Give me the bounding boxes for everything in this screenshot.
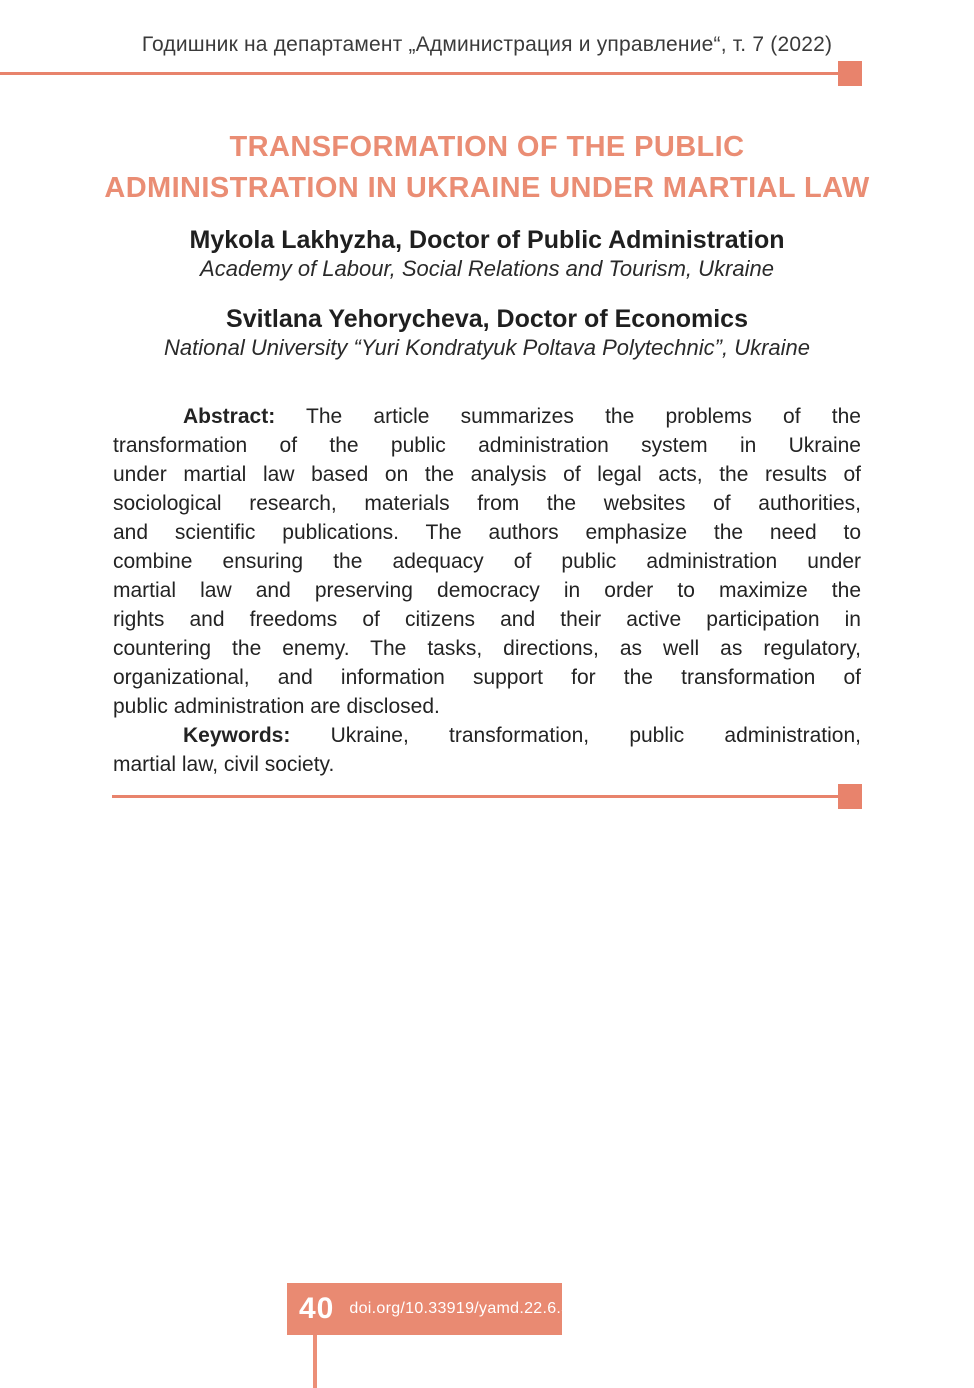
header-rule-end-square (838, 61, 862, 86)
abstract-line: martial law and preserving democracy in order to maximize the (113, 579, 861, 602)
abstract-line: transformation of the public administration system in Ukraine (113, 434, 861, 457)
abstract-section (113, 402, 861, 779)
author-2-affiliation: National University “Yuri Kondratyuk Poltava Polytechnic”, Ukraine (163, 335, 810, 360)
abstract-line: public administration are disclosed. (113, 695, 440, 718)
keywords-first-line-text: Ukraine, transformation, public administration, (330, 724, 861, 747)
article-title (0, 127, 974, 209)
abstract-line: combine ensuring the adequacy of public administration under (113, 550, 861, 573)
author-2 (0, 304, 974, 361)
abstract-line: under martial law based on the analysis of legal acts, the results of (113, 463, 861, 486)
abstract-line: sociological research, materials from the websites of authorities, (113, 492, 861, 515)
author-1-affiliation: Academy of Labour, Social Relations and Tourism, Ukraine (200, 256, 774, 281)
header-rule (0, 72, 838, 75)
abstract-line: and scientific publications. The authors emphasize the need to (113, 521, 861, 544)
footer-tail-line (313, 1335, 317, 1388)
section-divider-end-square (838, 784, 862, 809)
doi-link[interactable]: doi.org/10.33919/yamd.22.6.3 (349, 1300, 571, 1317)
footer-badge (287, 1283, 571, 1335)
abstract-first-line-text: The article summarizes the problems of the (306, 405, 861, 428)
authors-block (0, 225, 974, 383)
article-title-line-2: ADMINISTRATION IN UKRAINE UNDER MARTIAL LAW (104, 172, 870, 204)
section-divider-rule (112, 795, 838, 798)
author-1 (0, 225, 974, 282)
abstract-line: countering the enemy. The tasks, directions, as well as regulatory, (113, 637, 861, 660)
abstract-line: rights and freedoms of citizens and their active participation in (113, 608, 861, 631)
keywords-line (113, 721, 861, 750)
author-1-name: Mykola Lakhyzha, Doctor of Public Administration (189, 226, 785, 254)
keywords-line: martial law, civil society. (113, 753, 335, 776)
abstract-line: organizational, and information support for the transformation of (113, 666, 861, 689)
abstract-line (113, 402, 861, 431)
author-2-name: Svitlana Yehorycheva, Doctor of Economics (226, 305, 748, 333)
journal-header-text: Годишник на департамент „Администрация и управление“, т. 7 (2022) (141, 33, 833, 56)
page-number: 40 (299, 1292, 335, 1325)
article-title-line-1: TRANSFORMATION OF THE PUBLIC (229, 131, 745, 163)
abstract-label: Abstract: (183, 405, 276, 428)
keywords-label: Keywords: (183, 724, 291, 747)
